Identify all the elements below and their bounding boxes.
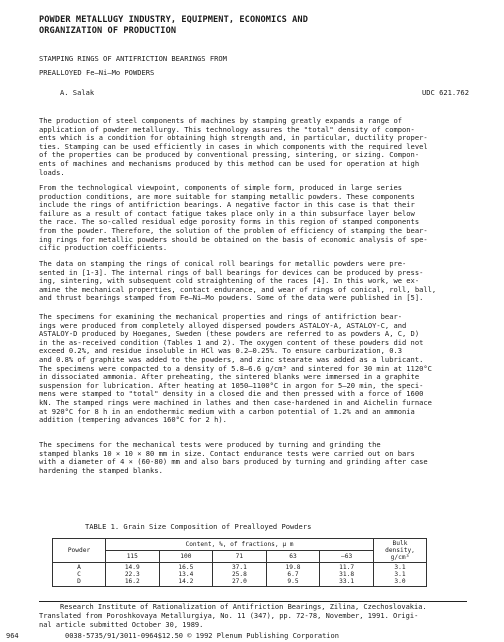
paragraph-line: The specimens for examining the mechanical properties and rings of antifriction bear- xyxy=(39,312,403,321)
footnote-rule xyxy=(39,601,467,602)
paragraph-line: ties. Stamping can be used efficiently in cases in which components with the required level xyxy=(39,141,428,151)
table-header-fraction: 115 xyxy=(106,551,160,563)
grain-size-table xyxy=(52,538,427,587)
paragraph-line: application of powder metallurgy. This technology assures the "total" density of compon- xyxy=(39,124,415,134)
paragraph-line: from the powder. Therefore, the solution of the problem of efficiency of stamping the bear- xyxy=(39,225,428,235)
paragraph-line: of the properties can be produced by conventional pressing, sintering, or sizing. Compon- xyxy=(39,150,420,160)
section-title-line2: ORGANIZATION OF PRODUCTION xyxy=(39,26,177,36)
table-header-fraction: 100 xyxy=(159,551,213,563)
cell-value: 19.8 xyxy=(285,564,301,571)
paragraph-line: and thrust bearings stamped from Fe–Ni–Mo powders. Some of the data were published in [5]. xyxy=(39,293,424,303)
table-header-fraction: 71 xyxy=(213,551,267,563)
cell-value: 16.5 xyxy=(178,564,194,571)
table-cell-powder xyxy=(53,563,106,587)
paragraph-3 xyxy=(39,260,467,303)
table-cell-fraction xyxy=(320,563,374,587)
paragraph-1 xyxy=(39,117,467,177)
paragraph-line: in the as-received condition (Tables 1 and 2). The oxygen content of these powders did not xyxy=(39,337,424,347)
paragraph-line: hardening the stamped blanks. xyxy=(39,465,163,475)
paragraph-line: loads. xyxy=(39,167,65,177)
paragraph-line: The specimens were compacted to a density of 5.8–6.6 g/cm³ and sintered for 30 min at 1120°C xyxy=(39,363,432,373)
paragraph-line: cific production coefficients. xyxy=(39,243,168,253)
paragraph-line: ents of machines and mechanisms produced by this method can be used for operation at high xyxy=(39,158,420,168)
paragraph-line: addition (tempering advances 160°C for 2 h). xyxy=(39,415,227,425)
paragraph-line: ASTALOY-D produced by Hoeganes, Sweden (these powders are referred to as powders A, C, D) xyxy=(39,329,420,339)
paragraph-4 xyxy=(39,313,467,425)
table-cell-fraction xyxy=(213,563,267,587)
table-cell-fraction xyxy=(266,563,320,587)
paragraph-line: the race. The so-called residual edge porosity forms in this region of stamped components xyxy=(39,217,420,227)
paragraph-line: ing rings for metallic powders should be obtained on the basis of economic analysis of spe- xyxy=(39,234,428,244)
paragraph-line: sented in [1-3]. The internal rings of ball bearings for devices can be produced by press- xyxy=(39,267,424,277)
paragraph-5 xyxy=(39,441,467,475)
table-header-fractions: Content, %, of fractions, µ m xyxy=(106,539,374,551)
powder-label: D xyxy=(77,578,81,585)
cell-value: 14.2 xyxy=(178,578,194,585)
article-title-line2: PREALLOYED Fe–Ni–Mo POWDERS xyxy=(39,68,155,77)
table-header-fraction: 63 xyxy=(266,551,320,563)
paragraph-line: and 0.8% of graphite was added to the powders, and zinc stearate was added as a lubricant. xyxy=(39,354,424,364)
udc-code: UDC 621.762 xyxy=(422,88,469,97)
cell-value: 13.4 xyxy=(178,571,194,578)
cell-value: 33.1 xyxy=(339,578,355,585)
paragraph-line: mens were stamped to "total" density in a closed die and then pressed with a force of 1600 xyxy=(39,389,424,399)
cell-value: 3.0 xyxy=(394,578,406,585)
table-header-powder: Powder xyxy=(53,539,106,563)
paragraph-line: ing, sintering, with subsequent cold straightening of the races [4]. In this work, we ex- xyxy=(39,276,420,286)
article-title-line1: STAMPING RINGS OF ANTIFRICTION BEARINGS FROM xyxy=(39,54,227,63)
paragraph-line: The specimens for the mechanical tests were produced by turning and grinding the xyxy=(39,440,381,449)
cell-value: 16.2 xyxy=(124,578,140,585)
paragraph-line: amine the mechanical properties, contact endurance, and wear of rings of conical, roll, ball, xyxy=(39,284,437,294)
cell-value: 3.1 xyxy=(394,564,406,571)
cell-value: 25.8 xyxy=(231,571,247,578)
cell-value: 6.7 xyxy=(287,571,299,578)
paragraph-line: exceed 0.2%, and residue insoluble in HCl was 0.2–0.25%. To ensure carburization, 0.3 xyxy=(39,346,403,356)
paragraph-line: The production of steel components of machines by stamping greatly expands a range of xyxy=(39,116,403,125)
author: A. Salak xyxy=(60,88,95,97)
cell-value: 11.7 xyxy=(339,564,355,571)
powder-label: C xyxy=(77,571,81,578)
footnote-line1: Research Institute of Rationalization of Antifriction Bearings, Zilina, Czechoslovakia. xyxy=(60,603,427,611)
section-title-line1: POWDER METALLUGY INDUSTRY, EQUIPMENT, ECONOMICS AND xyxy=(39,15,308,25)
paragraph-line: with a diameter of 4 × (60-80) mm and also bars produced by turning and grinding after case xyxy=(39,457,428,467)
table-header-bulk-density: Bulk density, g/cm³ xyxy=(374,539,427,563)
footnote-line3: nal article submitted October 30, 1989. xyxy=(39,621,204,629)
paragraph-line: stamped blanks 10 × 10 × 80 mm in size. Contact endurance tests were carried out on bars xyxy=(39,448,415,458)
cell-value: 22.3 xyxy=(124,571,140,578)
cell-value: 27.0 xyxy=(231,578,247,585)
table-cell-fraction xyxy=(106,563,160,587)
paragraph-line: kN. The stamped rings were machined in lathes and then case-hardened in and Aichelin furnace xyxy=(39,397,432,407)
paragraph-line: include the rings of antifriction bearings. A negative factor in this case is that their xyxy=(39,200,415,210)
table-cell-bulk xyxy=(374,563,427,587)
powder-label: A xyxy=(77,564,81,571)
paragraph-line: in dissociated ammonia. After preheating, the sintered blanks were immersed in a graphite xyxy=(39,372,420,382)
copyright-line: 0038-5735/91/3011-0964$12.50 © 1992 Plenum Publishing Corporation xyxy=(65,632,339,640)
paragraph-line: ents which is a condition for obtaining high strength and, in particular, ductility proper- xyxy=(39,133,428,143)
paragraph-line: ings were produced from completely alloyed dispersed powders ASTALOY-A, ASTALOY-C, and xyxy=(39,320,407,330)
paragraph-line: suspension for lubrication. After heating at 1050–1100°C in argon for 5–20 min, the speci- xyxy=(39,380,424,390)
table-header-fraction: –63 xyxy=(320,551,374,563)
paragraph-line: failure as a result of contact fatigue takes place only in a thin subsurface layer below xyxy=(39,208,415,218)
cell-value: 3.1 xyxy=(394,571,406,578)
paragraph-line: The data on stamping the rings of conical roll bearings for metallic powders were pre- xyxy=(39,259,407,268)
page-number: 964 xyxy=(6,632,19,640)
paragraph-line: From the technological viewpoint, components of simple form, produced in large series xyxy=(39,183,403,192)
footnote-line2: Translated from Poroshkovaya Metallurgiya, No. 11 (347), pp. 72-78, November, 1991. Origi- xyxy=(39,612,419,620)
cell-value: 14.9 xyxy=(124,564,140,571)
cell-value: 9.5 xyxy=(287,578,299,585)
cell-value: 37.1 xyxy=(231,564,247,571)
paragraph-line: production conditions, are more suitable for stamping metallic powders. These components xyxy=(39,191,415,201)
cell-value: 31.8 xyxy=(339,571,355,578)
paragraph-2 xyxy=(39,184,467,253)
paragraph-line: at 920°C for 8 h in an endothermic medium with a carbon potential of 1.2% and an ammonia xyxy=(39,406,415,416)
table-cell-fraction xyxy=(159,563,213,587)
table-row xyxy=(53,563,427,587)
table-caption: TABLE 1. Grain Size Composition of Prealloyed Powders xyxy=(85,522,312,531)
